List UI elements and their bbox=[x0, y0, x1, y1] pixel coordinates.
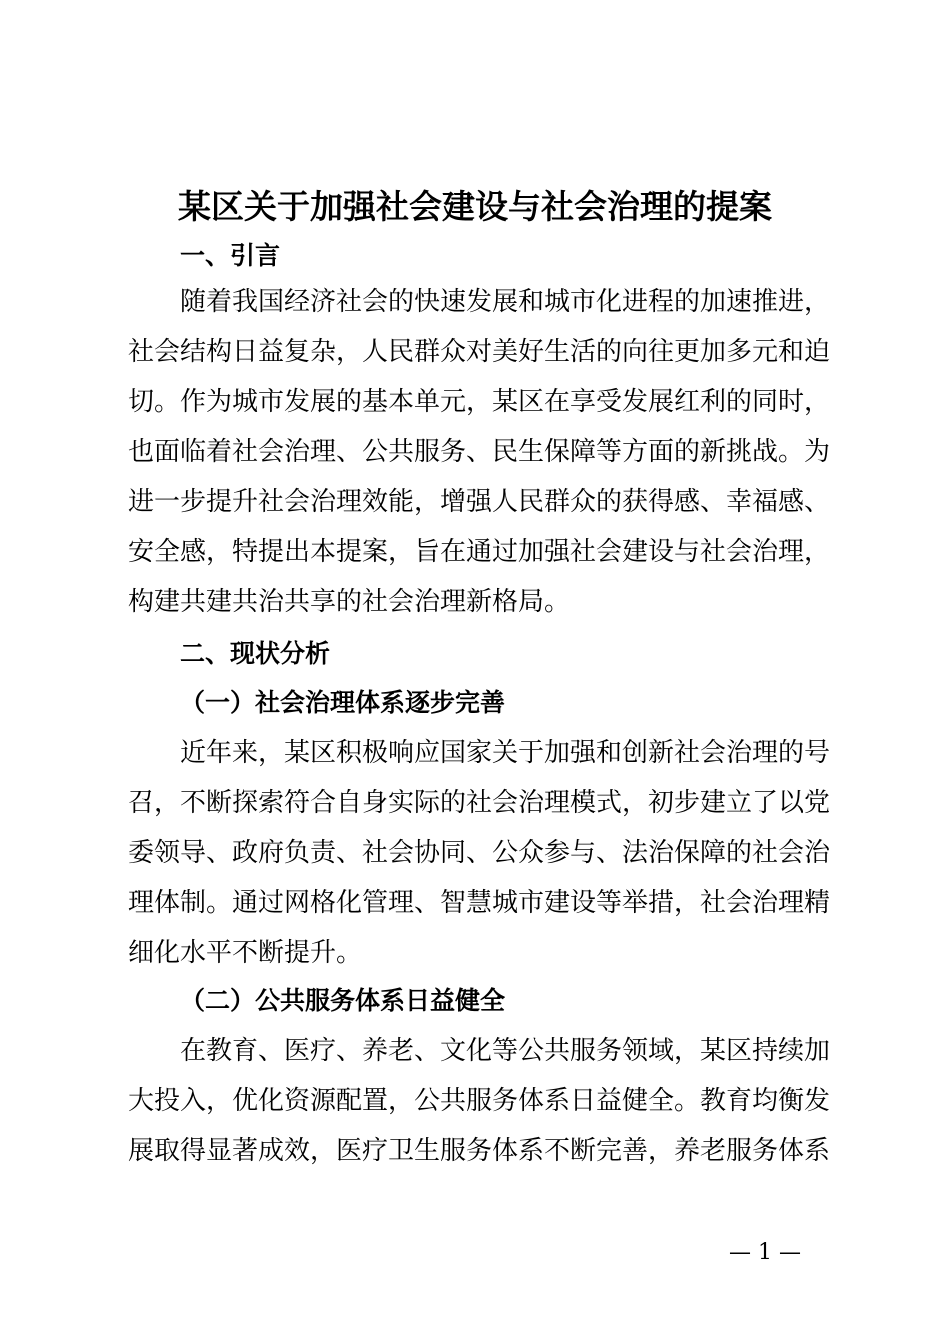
paragraph-line: 在教育、医疗、养老、文化等公共服务领域，某区持续加 bbox=[180, 1036, 831, 1066]
paragraph-line: 切。作为城市发展的基本单元，某区在享受发展红利的同时， bbox=[128, 387, 831, 417]
paragraph-line: 构建共建共治共享的社会治理新格局。 bbox=[128, 587, 571, 617]
paragraph-line: 进一步提升社会治理效能，增强人民群众的获得感、幸福感、 bbox=[128, 487, 831, 517]
paragraph-line: 随着我国经济社会的快速发展和城市化进程的加速推进， bbox=[180, 287, 831, 317]
paragraph-line: 社会结构日益复杂，人民群众对美好生活的向往更加多元和迫 bbox=[128, 337, 831, 367]
page-number: — 1 — bbox=[729, 1240, 801, 1265]
paragraph-line: 大投入，优化资源配置，公共服务体系日益健全。教育均衡发 bbox=[128, 1086, 831, 1116]
document-title: 某区关于加强社会建设与社会治理的提案 bbox=[178, 187, 772, 226]
section-heading-introduction: 一、引言 bbox=[180, 241, 281, 270]
paragraph-line: 召，不断探索符合自身实际的社会治理模式，初步建立了以党 bbox=[128, 788, 831, 818]
section-heading-status-analysis: 二、现状分析 bbox=[180, 639, 331, 668]
subsection-heading-public-services: （二）公共服务体系日益健全 bbox=[180, 986, 506, 1015]
paragraph-line: 近年来，某区积极响应国家关于加强和创新社会治理的号 bbox=[180, 738, 831, 768]
subsection-heading-governance: （一）社会治理体系逐步完善 bbox=[180, 688, 506, 717]
paragraph-line: 安全感，特提出本提案，旨在通过加强社会建设与社会治理， bbox=[128, 537, 831, 567]
paragraph-line: 细化水平不断提升。 bbox=[128, 938, 363, 968]
paragraph-line: 展取得显著成效，医疗卫生服务体系不断完善，养老服务体系 bbox=[128, 1136, 831, 1166]
paragraph-line: 委领导、政府负责、社会协同、公众参与、法治保障的社会治 bbox=[128, 838, 831, 868]
paragraph-line: 也面临着社会治理、公共服务、民生保障等方面的新挑战。为 bbox=[128, 437, 831, 467]
paragraph-line: 理体制。通过网格化管理、智慧城市建设等举措，社会治理精 bbox=[128, 888, 831, 918]
